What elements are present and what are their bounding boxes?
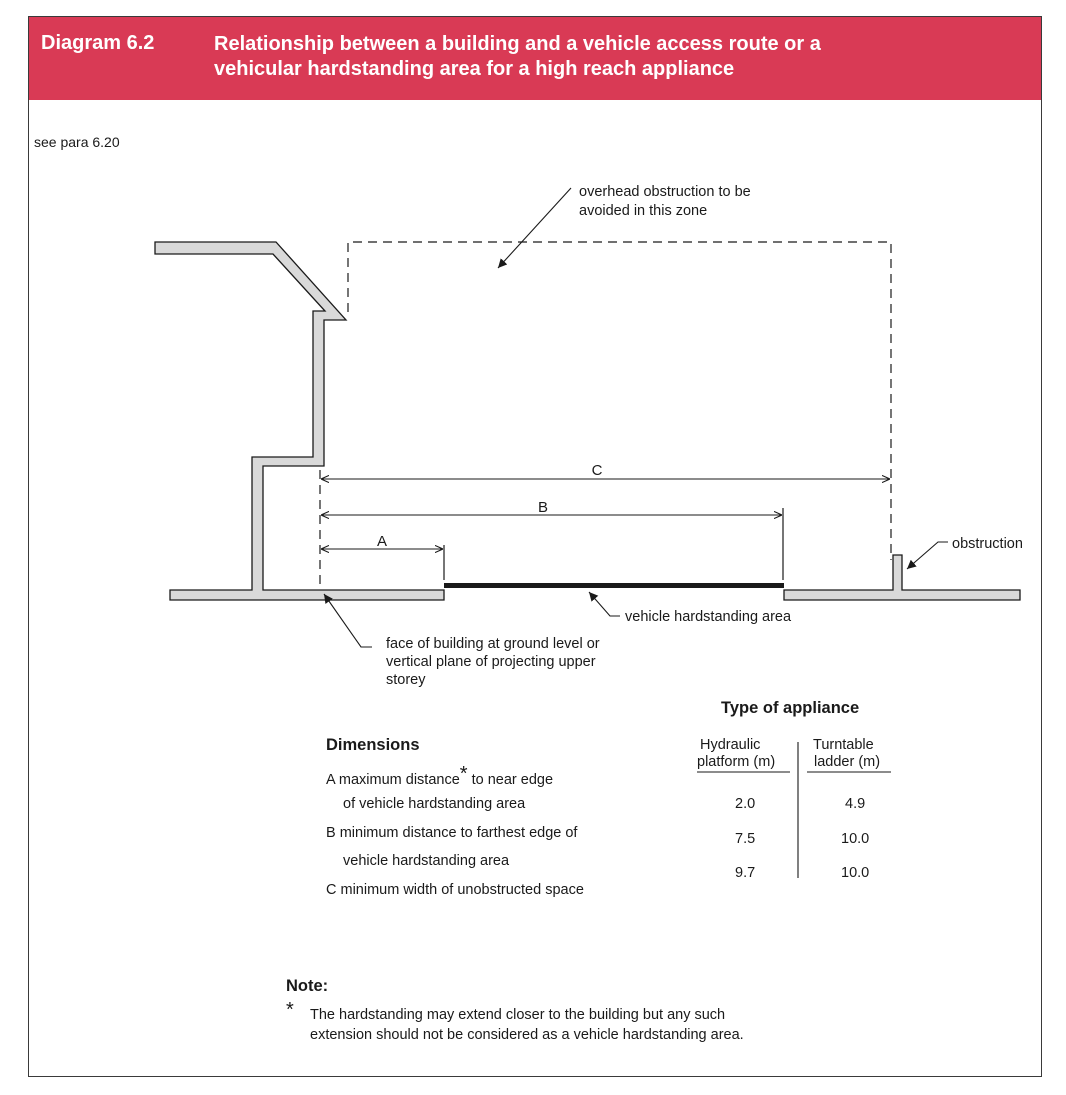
table-cell: 4.9: [845, 796, 866, 812]
dimension-a-text: A maximum distance: [326, 772, 460, 788]
hardstanding-leader: [589, 592, 620, 616]
overhead-leader: [498, 188, 571, 268]
overhead-label-line2: avoided in this zone: [579, 203, 708, 219]
obstruction-ground: [784, 555, 1020, 600]
table-cell: 10.0: [841, 865, 870, 881]
face-leader: [324, 594, 372, 647]
table-cell: 2.0: [735, 796, 756, 812]
overhead-zone-outline: [348, 242, 891, 560]
diagram-title-line1: Relationship between a building and a vehicle access route or a: [214, 33, 821, 55]
table-cell: 7.5: [735, 831, 756, 847]
diagram-number: Diagram 6.2: [41, 32, 155, 54]
face-label-line1: face of building at ground level or: [386, 636, 600, 652]
table-cell: 10.0: [841, 831, 870, 847]
table-cell: 9.7: [735, 865, 756, 881]
dimension-b-line1: B minimum distance to farthest edge of: [326, 825, 578, 841]
face-label-line3: storey: [386, 672, 426, 688]
appliance-table-heading: Type of appliance: [721, 699, 860, 717]
reference-text: see para 6.20: [34, 134, 120, 150]
dimension-c-line1: C minimum width of unobstructed space: [326, 882, 584, 898]
dimension-a-line1: [326, 763, 554, 790]
dimension-a-line2: of vehicle hardstanding area: [343, 796, 526, 812]
obstruction-leader: [907, 542, 948, 569]
note-asterisk: *: [286, 999, 294, 1021]
dimensions-heading: Dimensions: [326, 736, 420, 754]
hardstanding-label: vehicle hardstanding area: [625, 609, 792, 625]
col-hydraulic-line2: platform (m): [697, 754, 776, 770]
obstruction-label: obstruction: [952, 536, 1023, 552]
face-label-line2: vertical plane of projecting upper: [386, 654, 596, 670]
dim-a-label: A: [376, 533, 388, 550]
note-line2: extension should not be considered as a vehicle hardstanding area.: [310, 1027, 744, 1043]
col-turntable-line1: Turntable: [813, 737, 874, 753]
overhead-label-line1: overhead obstruction to be: [579, 184, 751, 200]
note-heading: Note:: [286, 977, 329, 995]
dimension-b-line2: vehicle hardstanding area: [343, 853, 510, 869]
note-line1: The hardstanding may extend closer to the building but any such: [310, 1007, 726, 1023]
dimension-a-rest: to near edge: [467, 772, 554, 788]
col-hydraulic-line1: Hydraulic: [700, 737, 761, 753]
vehicle-hardstanding-bar: [444, 583, 784, 588]
dim-c-label: C: [591, 462, 603, 479]
dimension-a-asterisk: *: [459, 763, 468, 785]
diagram-title-line2: vehicular hardstanding area for a high reach appliance: [214, 58, 735, 80]
building-section: [155, 242, 444, 600]
dim-b-label: B: [537, 499, 549, 516]
col-turntable-line2: ladder (m): [814, 754, 881, 770]
